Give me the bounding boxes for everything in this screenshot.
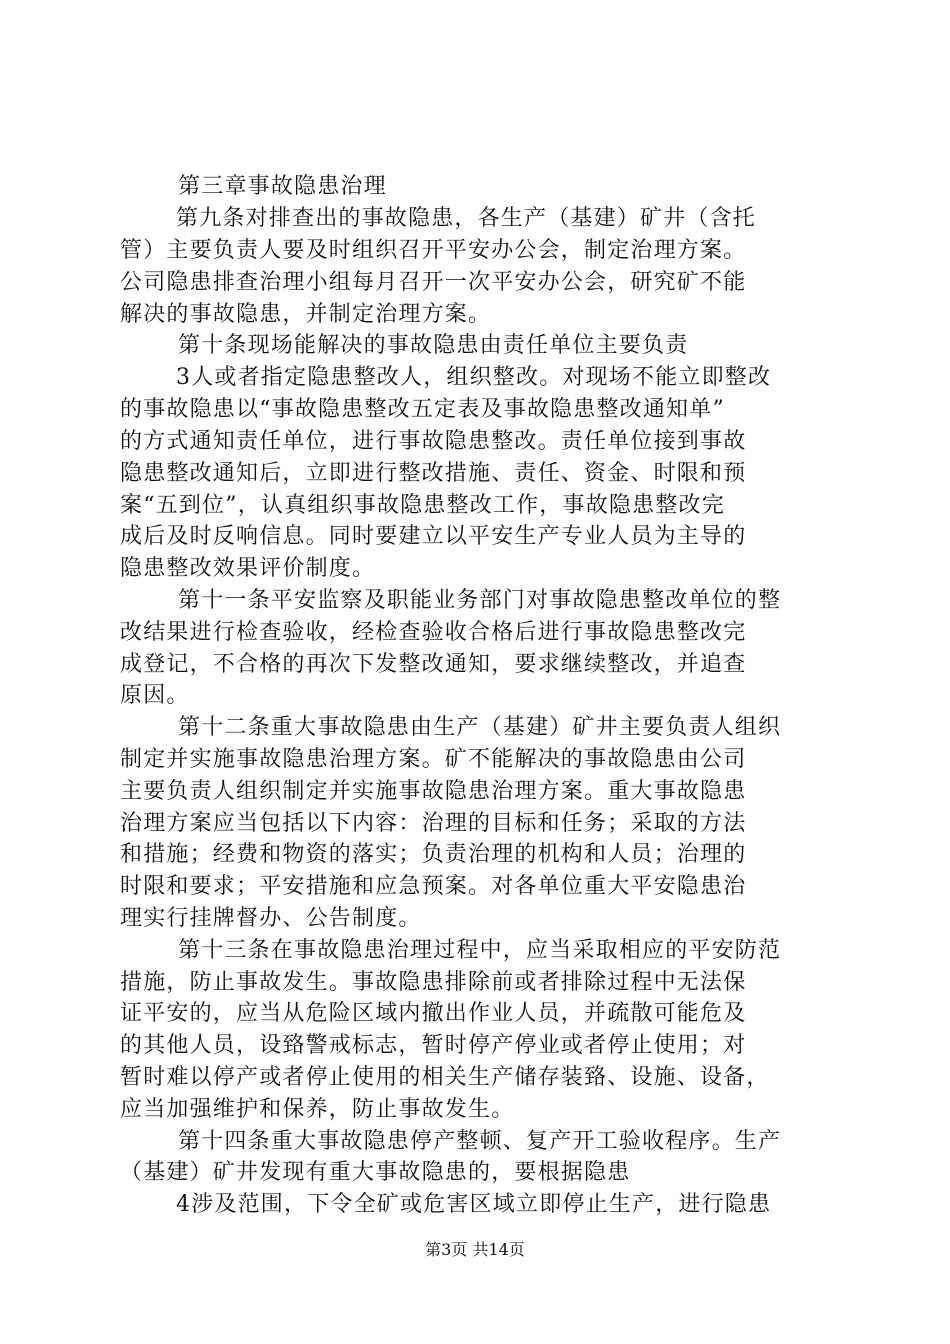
text-line: 证平安的，应当从危险区域内撤出作业人员，并疏散可能危及: [120, 1001, 747, 1026]
text-line: 成登记，不合格的再次下发整改通知，要求继续整改，并追查: [120, 652, 747, 677]
text-line: 管）主要负责人要及时组织召开平安办公会，制定治理方案。: [120, 238, 747, 263]
page-footer: 第3页 共14页: [425, 1240, 525, 1259]
text-line: 4涉及范围，下令全矿或危害区域立即停止生产，进行隐患: [176, 1192, 772, 1217]
text-line: 第九条对排查出的事故隐患，各生产（基建）矿井（含托: [176, 206, 757, 231]
heading-chapter: 第三章事故隐患治理: [178, 174, 387, 199]
text-line: 案“五到位”，认真组织事故隐患整改工作，事故隐患整改完: [120, 493, 725, 518]
text-line: 制定并实施事故隐患治理方案。矿不能解决的事故隐患由公司: [120, 747, 747, 772]
text-line: 隐患整改通知后，立即进行整改措施、责任、资金、时限和预: [120, 461, 747, 486]
text-line: 解决的事故隐患，并制定治理方案。: [120, 302, 492, 327]
text-line: 主要负责人组织制定并实施事故隐患治理方案。重大事故隐患: [120, 779, 747, 804]
text-line: 3人或者指定隐患整改人，组织整改。对现场不能立即整改: [176, 365, 772, 390]
text-line: 应当加强维护和保养，防止事故发生。: [120, 1097, 515, 1122]
text-line: 原因。: [120, 683, 190, 708]
text-line: 第十条现场能解决的事故隐患由责任单位主要负责: [178, 333, 689, 358]
text-line: 和措施；经费和物资的落实；负责治理的机构和人员；治理的: [120, 842, 747, 867]
text-line: 理实行挂牌督办、公告制度。: [120, 906, 422, 931]
text-line: 时限和要求；平安措施和应急预案。对各单位重大平安隐患治: [120, 874, 747, 899]
text-line: 第十三条在事故隐患治理过程中，应当采取相应的平安防范: [178, 938, 782, 963]
text-line: 第十二条重大事故隐患由生产（基建）矿井主要负责人组织: [178, 715, 782, 740]
text-line: 的方式通知责任单位，进行事故隐患整改。责任单位接到事故: [120, 429, 747, 454]
text-line: 暂时难以停产或者停止使用的相关生产储存装臵、设施、设备，: [120, 1065, 770, 1090]
text-line: 的事故隐患以“事故隐患整改五定表及事故隐患整改通知单”: [120, 397, 725, 422]
text-line: 措施，防止事故发生。事故隐患排除前或者排除过程中无法保: [120, 970, 747, 995]
text-line: 公司隐患排查治理小组每月召开一次平安办公会，研究矿不能: [120, 270, 747, 295]
text-line: 改结果进行检查验收，经检查验收合格后进行事故隐患整改完: [120, 620, 747, 645]
text-line: 第十一条平安监察及职能业务部门对事故隐患整改单位的整: [178, 588, 782, 613]
text-line: （基建）矿井发现有重大事故隐患的，要根据隐患: [120, 1160, 631, 1185]
text-line: 的其他人员，设臵警戒标志，暂时停产停业或者停止使用；对: [120, 1033, 747, 1058]
text-line: 成后及时反响信息。同时要建立以平安生产专业人员为主导的: [120, 524, 747, 549]
text-line: 隐患整改效果评价制度。: [120, 556, 376, 581]
text-line: 第十四条重大事故隐患停产整顿、复产开工验收程序。生产: [178, 1129, 782, 1154]
text-line: 治理方案应当包括以下内容：治理的目标和任务；采取的方法: [120, 811, 747, 836]
